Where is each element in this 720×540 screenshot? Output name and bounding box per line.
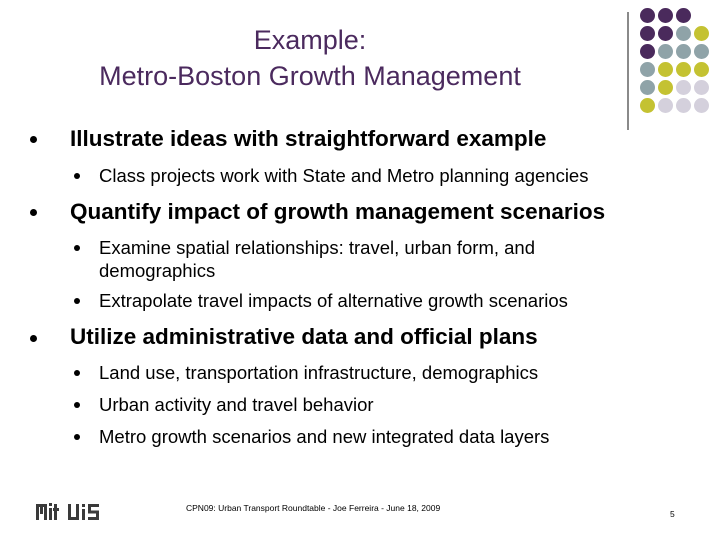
dot bbox=[676, 62, 691, 77]
sub-bullet-item: Urban activity and travel behavior bbox=[99, 394, 374, 415]
bullet-marker bbox=[30, 335, 37, 342]
title-line-1: Example: bbox=[253, 25, 367, 55]
sub-bullet-marker bbox=[74, 434, 80, 440]
sub-bullet-item: Land use, transportation infrastructure, demographics bbox=[99, 362, 539, 383]
bullet-marker bbox=[30, 136, 37, 143]
footer-text: CPN09: Urban Transport Roundtable - Joe Ferreira - June 18, 2009 bbox=[186, 503, 441, 513]
dot bbox=[640, 98, 655, 113]
sub-bullet-marker bbox=[74, 298, 80, 304]
slide-title bbox=[40, 22, 580, 94]
dot bbox=[658, 62, 673, 77]
dot bbox=[640, 26, 655, 41]
title-line-2: Metro-Boston Growth Management bbox=[99, 61, 521, 91]
bullet-item: Quantify impact of growth management scenarios bbox=[70, 199, 606, 224]
sub-bullet-marker bbox=[74, 370, 80, 376]
sub-bullet-item: Examine spatial relationships: travel, urban form, and bbox=[99, 237, 535, 258]
dot bbox=[676, 80, 691, 95]
dot bbox=[694, 44, 709, 59]
bullet-item: Illustrate ideas with straightforward example bbox=[70, 126, 547, 151]
dot bbox=[676, 44, 691, 59]
dot bbox=[694, 98, 709, 113]
dot bbox=[640, 8, 655, 23]
dot bbox=[640, 62, 655, 77]
dot bbox=[694, 26, 709, 41]
dot bbox=[640, 44, 655, 59]
page-number: 5 bbox=[670, 509, 675, 519]
dot bbox=[658, 98, 673, 113]
sub-bullet-marker bbox=[74, 402, 80, 408]
dot bbox=[658, 44, 673, 59]
bullet-marker bbox=[30, 209, 37, 216]
dot bbox=[658, 80, 673, 95]
dot bbox=[676, 8, 691, 23]
dot bbox=[676, 98, 691, 113]
dot bbox=[676, 26, 691, 41]
sub-bullet-marker bbox=[74, 245, 80, 251]
dot bbox=[658, 26, 673, 41]
title-divider bbox=[627, 12, 629, 130]
dot bbox=[658, 8, 673, 23]
dot bbox=[694, 80, 709, 95]
dot bbox=[694, 62, 709, 77]
dot bbox=[640, 80, 655, 95]
sub-bullet-item: Metro growth scenarios and new integrated data layers bbox=[99, 426, 550, 447]
mit-uis-logo bbox=[36, 500, 118, 524]
sub-bullet-item: Class projects work with State and Metro planning agencies bbox=[99, 165, 589, 186]
sub-bullet-marker bbox=[74, 173, 80, 179]
sub-bullet-item: Extrapolate travel impacts of alternative growth scenarios bbox=[99, 290, 568, 311]
bullet-item: Utilize administrative data and official plans bbox=[70, 324, 538, 349]
sub-bullet-item-continued: demographics bbox=[99, 260, 216, 281]
